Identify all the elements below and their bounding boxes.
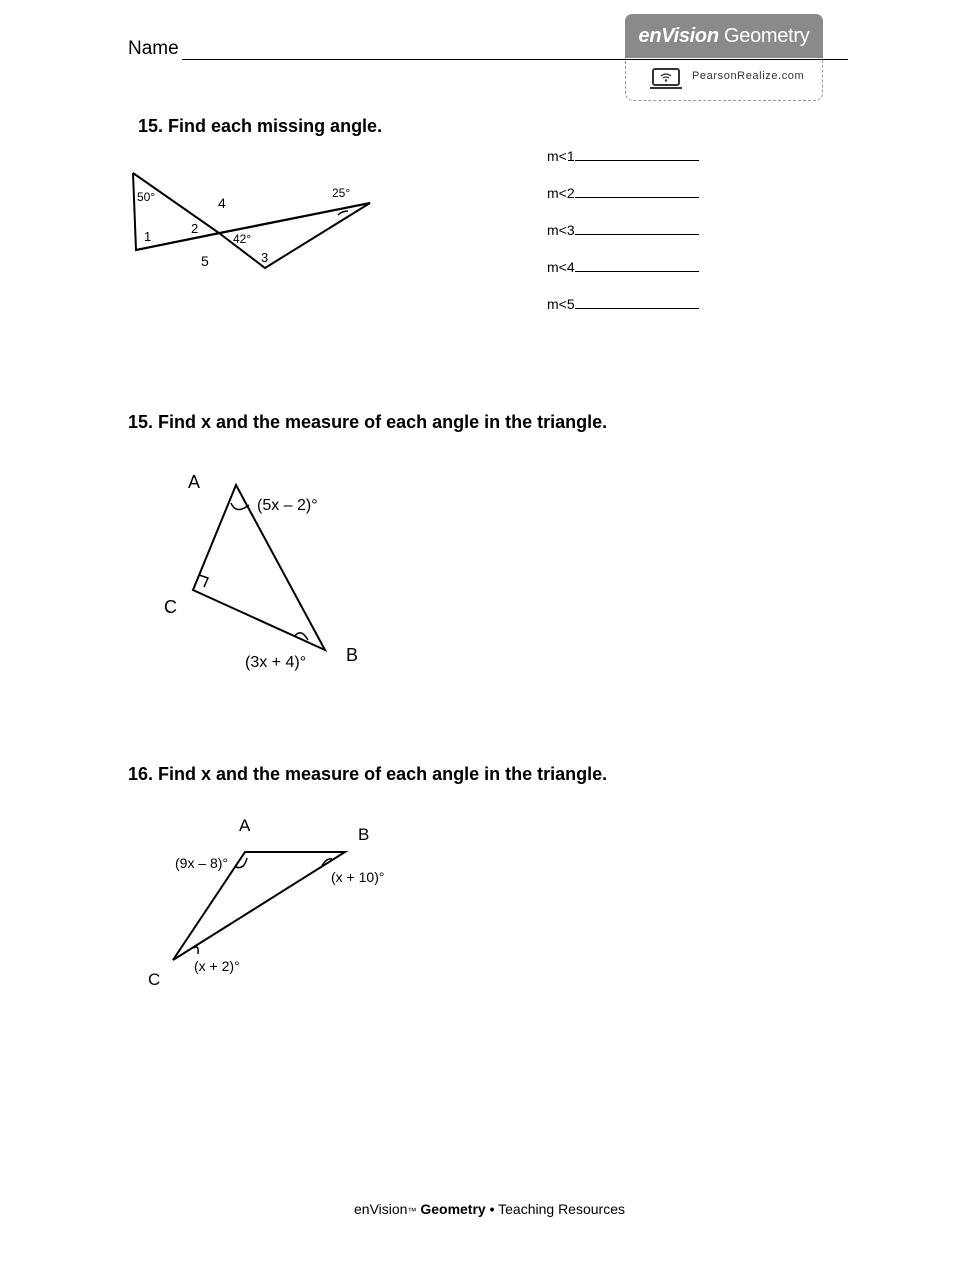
q1-label-5: 5 bbox=[201, 253, 209, 269]
q1-label-3: 3 bbox=[261, 250, 269, 265]
answer-blank[interactable] bbox=[575, 222, 699, 235]
q1-angle-50: 50° bbox=[137, 190, 156, 204]
q2-vertex-c: C bbox=[164, 597, 177, 617]
answer-blank[interactable] bbox=[575, 296, 699, 309]
q1-angle-42: 42° bbox=[233, 232, 252, 246]
q3-angle-a: (9x – 8)° bbox=[175, 855, 229, 871]
question-1-figure bbox=[126, 165, 386, 280]
q2-angle-a: (5x – 2)° bbox=[257, 497, 318, 514]
brand-suffix: Geometry bbox=[724, 25, 810, 47]
brand-site: PearsonRealize.com bbox=[692, 70, 805, 82]
q2-vertex-a: A bbox=[188, 472, 201, 492]
answer-blank[interactable] bbox=[575, 185, 699, 198]
answer-label: m<5 bbox=[547, 296, 575, 312]
brand-prefix: enVision bbox=[638, 25, 719, 47]
q2-vertex-b: B bbox=[346, 645, 359, 665]
answer-row bbox=[547, 259, 699, 296]
answer-label: m<4 bbox=[547, 259, 575, 275]
brand-badge bbox=[625, 14, 823, 102]
laptop-icon bbox=[650, 68, 684, 90]
answer-label: m<3 bbox=[547, 222, 575, 238]
question-1-answers bbox=[547, 148, 699, 333]
answer-row bbox=[547, 222, 699, 259]
q3-angle-c: (x + 2)° bbox=[194, 958, 240, 974]
answer-blank[interactable] bbox=[575, 259, 699, 272]
q3-vertex-a: A bbox=[239, 816, 251, 835]
q1-angle-arc-25 bbox=[338, 211, 348, 215]
q3-angle-arc-c bbox=[194, 947, 198, 954]
answer-blank[interactable] bbox=[575, 148, 699, 161]
question-1-heading: 15. Find each missing angle. bbox=[138, 116, 383, 136]
question-2-heading: 15. Find x and the measure of each angle in the triangle. bbox=[128, 412, 608, 432]
q1-label-1: 1 bbox=[144, 229, 152, 244]
page-footer bbox=[0, 1201, 979, 1217]
brand-title bbox=[625, 14, 823, 58]
answer-row bbox=[547, 148, 699, 185]
footer-separator: • bbox=[489, 1201, 495, 1217]
q1-label-2: 2 bbox=[191, 221, 199, 236]
question-2-figure bbox=[155, 460, 385, 680]
q1-cross-line bbox=[136, 203, 370, 250]
q2-angle-b: (3x + 4)° bbox=[245, 654, 307, 671]
q3-vertex-c: C bbox=[148, 970, 161, 989]
q3-vertex-b: B bbox=[358, 825, 370, 844]
answer-label: m<2 bbox=[547, 185, 575, 201]
q3-angle-b: (x + 10)° bbox=[331, 869, 385, 885]
q1-angle-25: 25° bbox=[332, 186, 351, 200]
question-3-figure bbox=[140, 810, 410, 995]
q1-label-4: 4 bbox=[218, 195, 226, 211]
answer-row bbox=[547, 185, 699, 222]
footer-suffix: Teaching Resources bbox=[498, 1201, 625, 1217]
answer-label: m<1 bbox=[547, 148, 575, 164]
question-3-heading: 16. Find x and the measure of each angle in the triangle. bbox=[128, 764, 608, 784]
q2-right-angle-marker bbox=[199, 575, 208, 587]
footer-trademark: ™ bbox=[407, 1206, 417, 1216]
footer-brand: enVision bbox=[354, 1201, 408, 1217]
footer-product: Geometry bbox=[420, 1201, 486, 1217]
answer-row bbox=[547, 296, 699, 333]
name-label: Name bbox=[128, 38, 179, 59]
brand-site-box bbox=[625, 58, 823, 101]
